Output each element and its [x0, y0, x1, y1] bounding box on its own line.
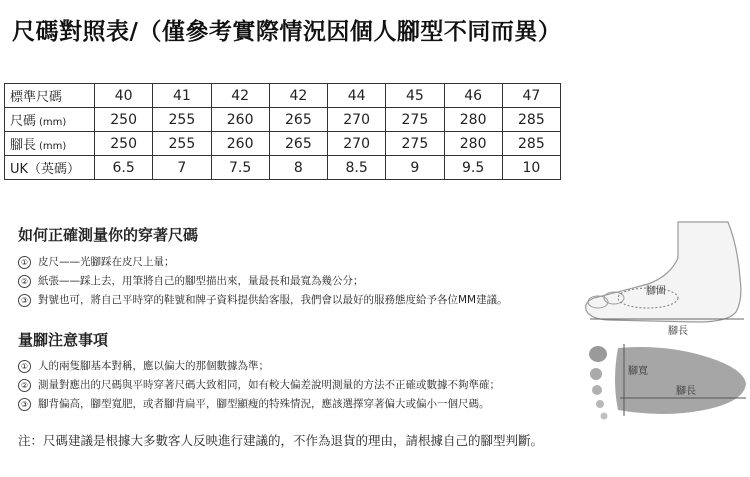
measure-notes-heading: 量腳注意事項: [18, 331, 109, 349]
table-cell: 44: [328, 84, 386, 108]
table-cell: 265: [269, 108, 327, 132]
footprint-top-view-illustration: [584, 340, 750, 424]
measure-howto-heading: 如何正確測量你的穿著尺碼: [18, 226, 199, 244]
table-cell: 280: [444, 108, 502, 132]
table-cell: 8: [269, 156, 327, 180]
table-cell: 9.5: [444, 156, 502, 180]
step-number: ①: [18, 360, 31, 373]
sole-print: [615, 347, 746, 414]
table-cell: 285: [502, 108, 560, 132]
sole-length-label: 腳長: [676, 386, 696, 397]
row-header-label: 腳長: [10, 138, 37, 153]
table-row: [5, 108, 561, 132]
list-item: [18, 357, 500, 376]
table-cell: 280: [444, 132, 502, 156]
step-text: 皮尺——光腳踩在皮尺上量；: [38, 256, 175, 268]
row-header: [5, 108, 95, 132]
width-label-line1: 腳寬: [628, 366, 648, 377]
table-cell: 9: [386, 156, 444, 180]
list-item: [18, 253, 508, 272]
girth-label: 腳圍: [646, 286, 666, 297]
table-cell: 285: [502, 132, 560, 156]
table-cell: 265: [269, 132, 327, 156]
table-cell: 7.5: [211, 156, 269, 180]
row-header-label: UK（英碼）: [10, 162, 81, 177]
row-header-unit: (mm): [39, 117, 67, 128]
list-item: [18, 395, 500, 414]
toe-print: [596, 400, 604, 408]
table-cell: 45: [386, 84, 444, 108]
table-cell: 41: [153, 84, 211, 108]
step-number: ②: [18, 275, 31, 288]
size-chart-table: [4, 83, 561, 180]
table-cell: 250: [95, 108, 153, 132]
row-header-unit: (mm): [39, 141, 67, 152]
step-text: 測量對應出的尺碼與平時穿著尺碼大致相同，如有較大偏差說明測量的方法不正確或數據不夠準確；: [38, 379, 500, 391]
table-cell: 42: [269, 84, 327, 108]
measure-notes-list: [18, 357, 500, 414]
disclaimer-note: 注：尺碼建議是根據大多數客人反映進行建議的，不作為退貨的理由，請根據自己的腳型判斷。: [18, 433, 544, 448]
list-item: [18, 376, 500, 395]
table-cell: 7: [153, 156, 211, 180]
step-text: 對號也可，將自己平時穿的鞋號和牌子資料提供給客服，我們會以最好的服務態度給予各位MM建議。: [38, 294, 508, 306]
table-row: [5, 132, 561, 156]
table-cell: 260: [211, 108, 269, 132]
step-number: ③: [18, 294, 31, 307]
step-number: ①: [18, 256, 31, 269]
table-cell: 6.5: [95, 156, 153, 180]
row-header: [5, 132, 95, 156]
list-item: [18, 291, 508, 310]
table-row: [5, 156, 561, 180]
table-cell: 47: [502, 84, 560, 108]
table-cell: 255: [153, 108, 211, 132]
table-cell: 270: [328, 108, 386, 132]
row-header-label: 尺碼: [10, 114, 37, 129]
table-cell: 10: [502, 156, 560, 180]
table-cell: 250: [95, 132, 153, 156]
step-text: 紙張——踩上去，用筆將自己的腳型描出來，量最長和最寬為幾公分；: [38, 275, 364, 287]
row-header-label: 標準尺碼: [10, 90, 63, 105]
row-header: [5, 84, 95, 108]
row-header: [5, 156, 95, 180]
step-text: 人的兩隻腳基本對稱，應以偏大的那個數據為準；: [38, 360, 269, 372]
table-cell: 8.5: [328, 156, 386, 180]
table-row: [5, 84, 561, 108]
step-number: ②: [18, 379, 31, 392]
list-item: [18, 272, 508, 291]
foot-side-view-illustration: [578, 218, 750, 336]
toe-print: [590, 368, 602, 380]
toe-print: [601, 413, 608, 420]
table-cell: 275: [386, 132, 444, 156]
toe-print: [592, 385, 602, 395]
table-cell: 42: [211, 84, 269, 108]
table-cell: 270: [328, 132, 386, 156]
table-cell: 255: [153, 132, 211, 156]
toe-print: [589, 346, 607, 362]
length-label: 腳長: [668, 326, 688, 336]
foot-outline: [586, 222, 741, 322]
table-cell: 46: [444, 84, 502, 108]
table-cell: 275: [386, 108, 444, 132]
table-cell: 40: [95, 84, 153, 108]
table-cell: 260: [211, 132, 269, 156]
step-number: ③: [18, 398, 31, 411]
measure-howto-list: [18, 253, 508, 310]
step-text: 腳背偏高，腳型寬肥，或者腳背扁平，腳型顯瘦的特殊情況，應該選擇穿著偏大或偏小一個尺碼。: [38, 398, 490, 410]
page-title: 尺碼對照表/（僅參考實際情況因個人腳型不同而異）: [12, 19, 562, 45]
